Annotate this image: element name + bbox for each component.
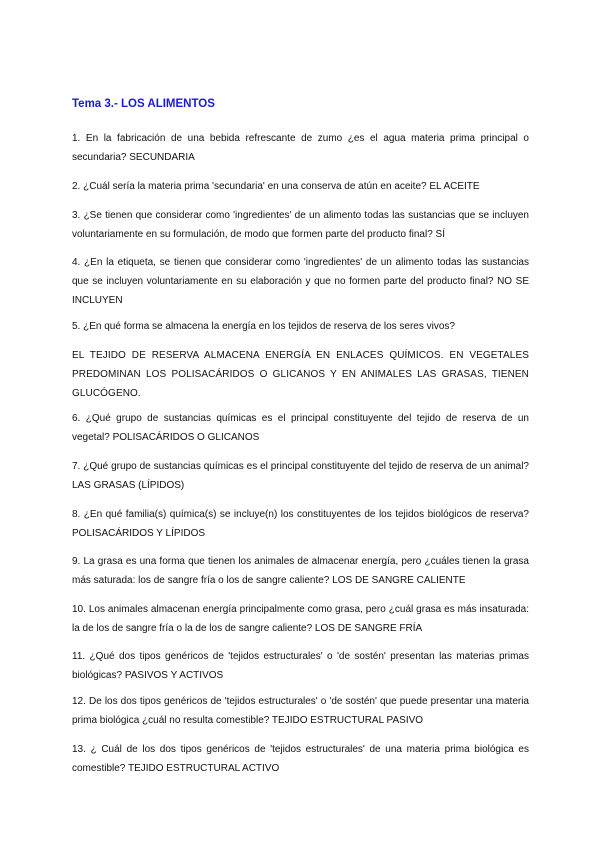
question-5: 5. ¿En qué forma se almacena la energía en los tejidos de reserva de los seres vivos? [72, 321, 455, 332]
question-9: 9. La grasa es una forma que tienen los animales de almacenar energía, pero ¿cuáles tienen la grasa más saturada: los de sangre fría o los de sangre caliente? LOS DE SANGRE CALIENTE [72, 556, 529, 586]
question-3: 3. ¿Se tienen que considerar como 'ingredientes' de un alimento todas las sustancias que se incluyen voluntariamente en su formulación, de modo que formen parte del producto final? SÍ [72, 210, 529, 240]
question-7: 7. ¿Qué grupo de sustancias químicas es el principal constituyente del tejido de reserva de un animal? LAS GRASAS (LÍPIDOS) [72, 461, 529, 491]
question-13: 13. ¿ Cuál de los dos tipos genéricos de 'tejidos estructurales' de una materia prima biológica es comestible? TEJIDO ESTRUCTURAL ACTIVO [72, 744, 529, 774]
question-2: 2. ¿Cuál sería la materia prima 'secundaria' en una conserva de atún en aceite? EL ACEITE [72, 181, 480, 192]
question-8: 8. ¿En qué familia(s) química(s) se incluye(n) los constituyentes de los tejidos biológicos de reserva? POLISACÁRIDOS Y LÍPIDOS [72, 509, 529, 539]
question-1: 1. En la fabricación de una bebida refrescante de zumo ¿es el agua materia prima principal o secundaria? SECUNDARIA [72, 133, 529, 163]
answer-5: EL TEJIDO DE RESERVA ALMACENA ENERGÍA EN ENLACES QUÍMICOS. EN VEGETALES PREDOMINAN LOS POLISACÁRIDOS O GLICANOS Y EN ANIMALES LAS GRASAS, TIENEN GLUCÓGENO. [72, 350, 529, 399]
question-6: 6. ¿Qué grupo de sustancias químicas es el principal constituyente del tejido de reserva de un vegetal? POLISACÁRIDOS O GLICANOS [72, 413, 529, 443]
question-12: 12. De los dos tipos genéricos de 'tejidos estructurales' o 'de sostén' que puede presentar una materia prima biológica ¿cuál no resulta comestible? TEJIDO ESTRUCTURAL PASIVO [72, 696, 529, 726]
question-10: 10. Los animales almacenan energía principalmente como grasa, pero ¿cuál grasa es más insaturada: la de los de sangre fría o la de los de sangre caliente? LOS DE SANGRE FRÍA [72, 604, 529, 634]
question-11: 11. ¿Qué dos tipos genéricos de 'tejidos estructurales' o 'de sostén' presentan las materias primas biológicas? PASIVOS Y ACTIVOS [72, 651, 529, 681]
page-title: Tema 3.- LOS ALIMENTOS [72, 98, 215, 110]
question-4: 4. ¿En la etiqueta, se tienen que considerar como 'ingredientes' de un alimento todas las sustancias que se incluyen voluntariamente en su elaboración y que no formen parte del producto final? NO SE INCLUYEN [72, 257, 529, 306]
